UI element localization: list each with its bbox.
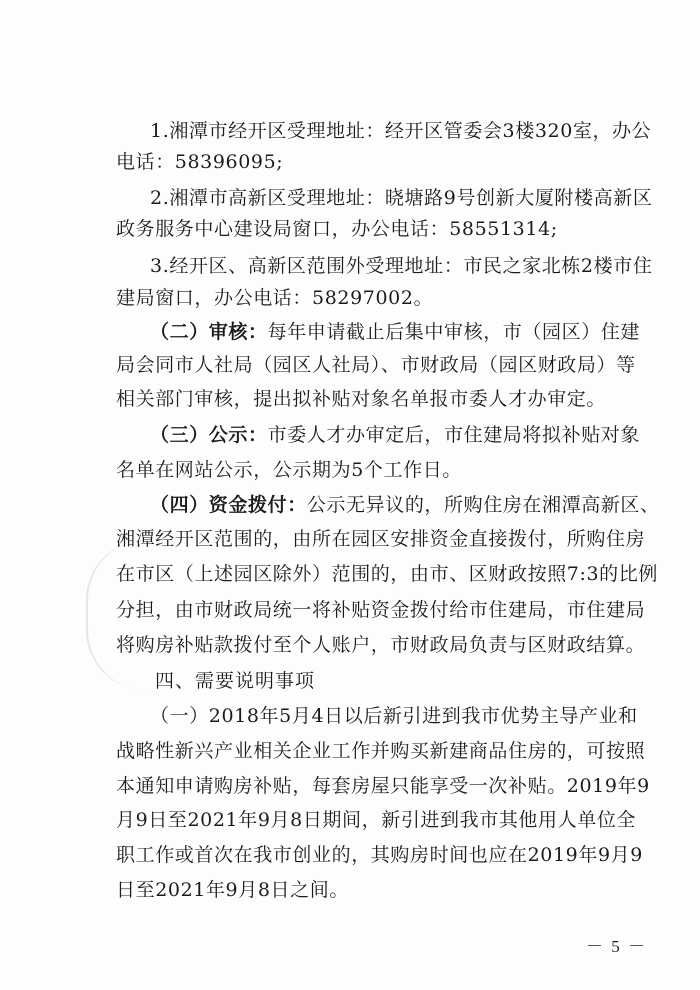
paragraph-line: 分担，由市财政局统一将补贴资金拨付给市住建局，市住建局 <box>116 599 646 621</box>
paragraph-line: 1.湘潭市经开区受理地址：经开区管委会3楼320室，办公 <box>150 120 652 142</box>
paragraph-line: 建局窗口，办公电话：58297002。 <box>116 287 434 309</box>
review-paragraph <box>0 318 700 346</box>
paragraph-line: 相关部门审核，提出拟补贴对象名单报市委人才办审定。 <box>116 388 607 410</box>
paragraph-line: 2.湘潭市高新区受理地址：晓塘路9号创新大厦附楼高新区 <box>150 187 653 209</box>
paragraph-line: 局会同市人社局（园区人社局）、市财政局（园区财政局）等 <box>116 354 636 376</box>
publicity-text: 市委人才办审定后，市住建局将拟补贴对象 <box>267 424 641 446</box>
publicity-paragraph <box>0 421 700 449</box>
paragraph-line: 月9日至2021年9月8日期间，新引进到我市其他用人单位全 <box>116 809 637 831</box>
paragraph-line: 3.经开区、高新区范围外受理地址：市民之家北栋2楼市住 <box>150 255 653 277</box>
section-heading: 四、需要说明事项 <box>155 670 316 692</box>
paragraph-line: 日至2021年9月8日之间。 <box>116 879 349 901</box>
paragraph-line: 本通知申请购房补贴，每套房屋只能享受一次补贴。2019年9 <box>116 775 650 797</box>
funding-label: （四）资金拨付： <box>150 494 307 516</box>
paragraph-line: 政务服务中心建设局窗口，办公电话：58551314; <box>116 218 558 240</box>
review-text: 每年申请截止后集中审核，市（园区）住建 <box>267 321 641 343</box>
page-number: － 5 － <box>586 937 647 956</box>
paragraph-line: 名单在网站公示，公示期为5个工作日。 <box>116 459 462 481</box>
paragraph-line: 湘潭经开区范围的，由所在园区安排资金直接拨付，所购住房 <box>116 528 646 550</box>
paragraph-line: 电话：58396095; <box>116 151 284 173</box>
funding-paragraph <box>0 491 700 519</box>
publicity-label: （三）公示： <box>150 424 268 446</box>
paragraph-line: 职工作或首次在我市创业的，其购房时间也应在2019年9月9 <box>116 844 643 866</box>
funding-text: 公示无异议的，所购住房在湘潭高新区、 <box>306 494 660 516</box>
paragraph-line: 在市区（上述园区除外）范围的，由市、区财政按照7:3的比例 <box>116 563 658 585</box>
paragraph-line: （一）2018年5月4日以后新引进到我市优势主导产业和 <box>150 705 638 727</box>
paragraph-line: 将购房补贴款拨付至个人账户，市财政局负责与区财政结算。 <box>116 634 646 656</box>
review-label: （二）审核： <box>150 321 268 343</box>
paragraph-line: 战略性新兴产业相关企业工作并购买新建商品住房的，可按照 <box>116 740 646 762</box>
